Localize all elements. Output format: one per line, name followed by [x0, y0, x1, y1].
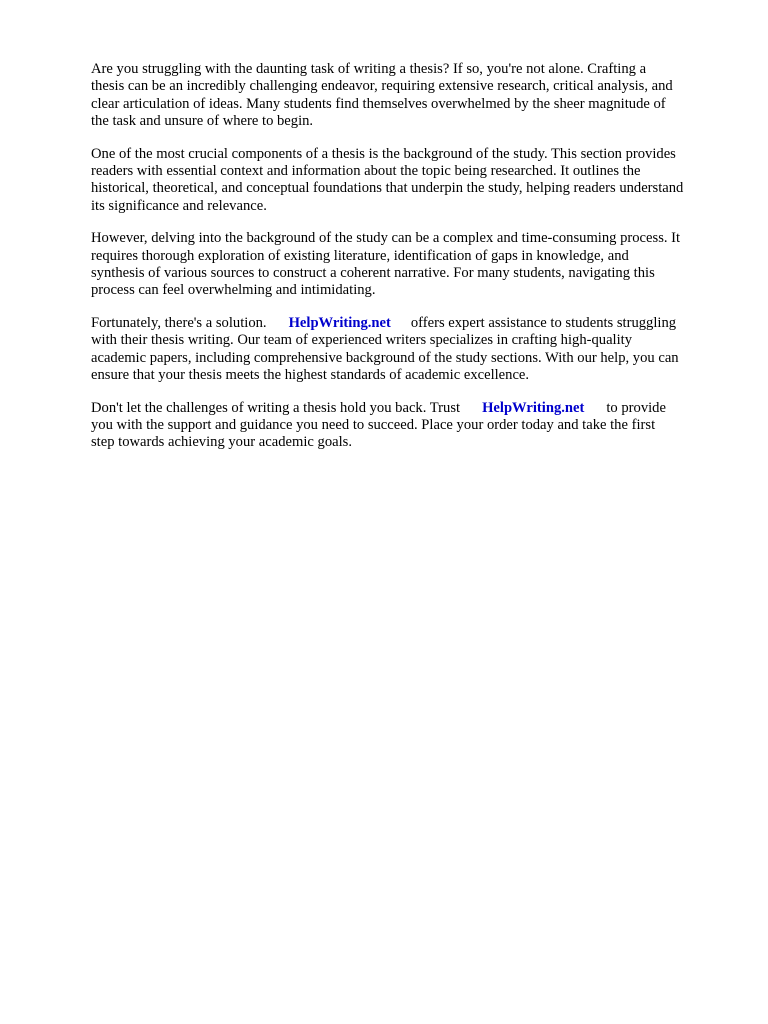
text-line: historical, theoretical, and conceptual foundations that underpin the study, helping readers understand — [91, 180, 684, 197]
text-line: step towards achieving your academic goals. — [91, 434, 352, 451]
text-line: with their thesis writing. Our team of experienced writers specializes in crafting high-quality — [91, 332, 633, 349]
text-line — [91, 400, 731, 417]
text-fragment: to provide — [606, 399, 666, 416]
text-fragment: Fortunately, there's a solution. — [91, 315, 267, 332]
text-line — [91, 315, 731, 332]
text-line: academic papers, including comprehensive background of the study sections. With our help, you can — [91, 349, 679, 366]
text-line: thesis can be an incredibly challenging endeavor, requiring extensive research, critical analysis, and — [91, 78, 673, 95]
text-line: However, delving into the background of the study can be a complex and time-consuming process. It — [91, 230, 681, 247]
text-line: Are you struggling with the daunting task of writing a thesis? If so, you're not alone. Crafting a — [91, 61, 647, 77]
text-line: requires thorough exploration of existing literature, identification of gaps in knowledge, and — [91, 247, 629, 264]
helpwriting-link[interactable]: HelpWriting.net — [482, 399, 585, 416]
document-page — [91, 61, 731, 467]
paragraph-background — [91, 146, 731, 215]
paragraph-complexity — [91, 230, 731, 299]
text-line: process can feel overwhelming and intimidating. — [91, 282, 376, 299]
paragraph-call-to-action — [91, 400, 731, 452]
text-line: ensure that your thesis meets the highest standards of academic excellence. — [91, 366, 530, 383]
text-line: you with the support and guidance you need to succeed. Place your order today and take the first — [91, 417, 656, 434]
helpwriting-link[interactable]: HelpWriting.net — [288, 315, 391, 332]
text-fragment: offers expert assistance to students struggling — [410, 315, 677, 332]
text-line: readers with essential context and information about the topic being researched. It outlines the — [91, 162, 641, 179]
text-fragment: Don't let the challenges of writing a thesis hold you back. Trust — [91, 399, 461, 416]
text-line: synthesis of various sources to construct a coherent narrative. For many students, navigating this — [91, 264, 655, 281]
text-line: its significance and relevance. — [91, 197, 267, 214]
paragraph-solution — [91, 315, 731, 384]
text-line: clear articulation of ideas. Many students find themselves overwhelmed by the sheer magnitude of — [91, 95, 666, 112]
text-line: the task and unsure of where to begin. — [91, 112, 314, 129]
text-line: One of the most crucial components of a thesis is the background of the study. This section provides — [91, 145, 676, 162]
paragraph-intro — [91, 61, 731, 130]
